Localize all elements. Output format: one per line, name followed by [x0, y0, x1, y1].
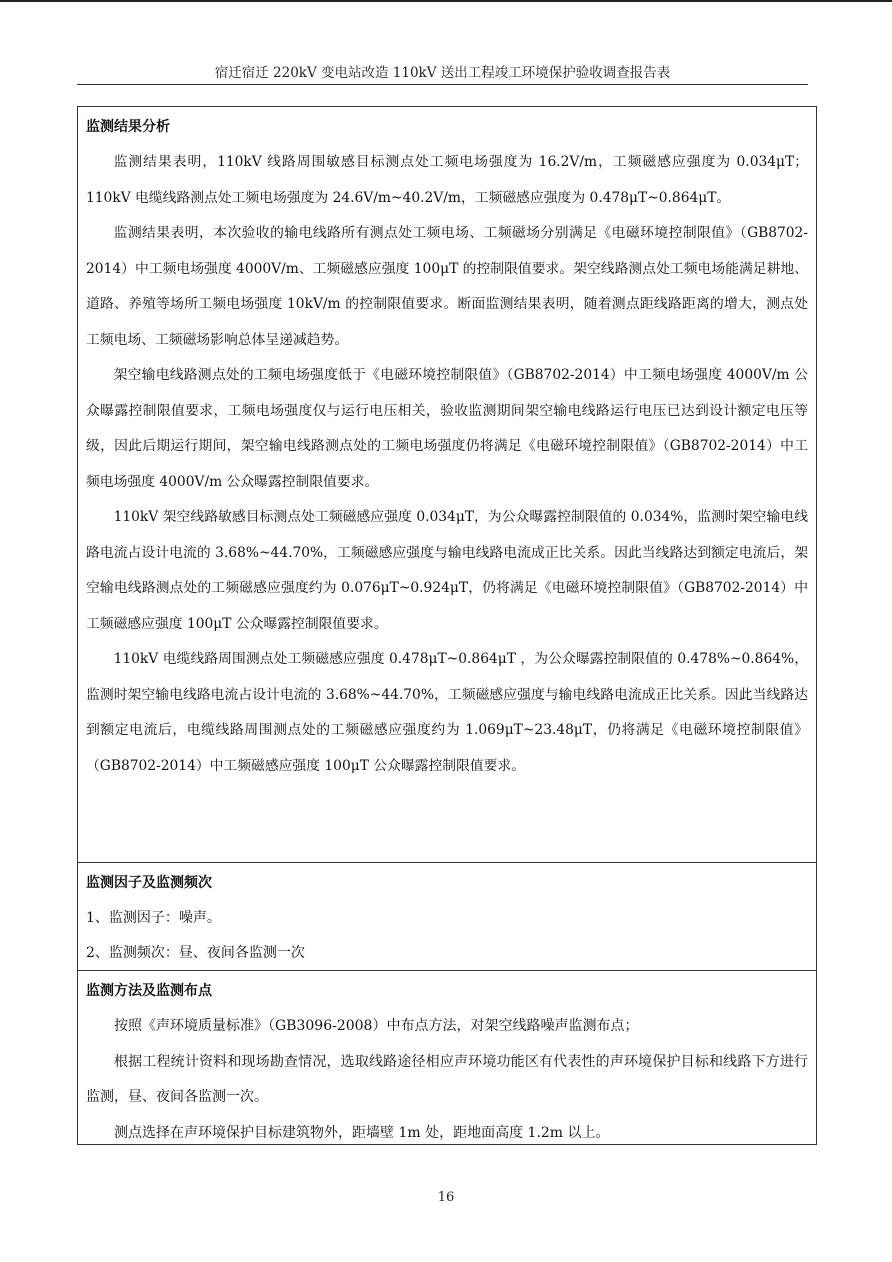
report-table: [77, 106, 817, 1145]
section-monitoring-factors: [78, 862, 816, 970]
paragraph: 根据工程统计资料和现场勘查情况，选取线路途径相应声环境功能区有代表性的声环境保护目标和线路下方进行监测，昼、夜间各监测一次。: [86, 1053, 808, 1105]
list-item: 2、监测频次：昼、夜间各监测一次: [86, 945, 305, 961]
paragraph: 110kV 电缆线路周围测点处工频磁感应强度 0.478μT~0.864μT ，为公众曝露控制限值的 0.478%~0.864%，监测时架空输电线路电流占设计电流的 3.68%~44.70%，工频磁感应强度与输电线路电流成正比关系。因此当线路达到额定电流后，电缆线路周围测点处的工频磁感应强度约为 1.069μT~23.48μT，仍将满足《电磁环境控制限值》（GB8702-2014）中工频磁感应强度 100μT 公众曝露控制限值要求。: [86, 651, 808, 774]
header-rule: [77, 84, 808, 85]
paragraph: 监测结果表明，110kV 线路周围敏感目标测点处工频电场强度为 16.2V/m，工频磁感应强度为 0.034μT；110kV 电缆线路测点处工频电场强度为 24.6V/m~40.2V/m，工频磁感应强度为 0.478μT~0.864μT。: [86, 154, 808, 206]
section-monitoring-method: [78, 970, 816, 1144]
paragraph: 按照《声环境质量标准》（GB3096-2008）中布点方法，对架空线路噪声监测布点；: [114, 1018, 639, 1034]
paragraph: 测点选择在声环境保护目标建筑物外，距墙壁 1m 处，距地面高度 1.2m 以上。: [114, 1124, 610, 1141]
running-header: 宿迁宿迁 220kV 变电站改造 110kV 送出工程竣工环境保护验收调查报告表: [214, 65, 671, 81]
section-monitoring-analysis: [78, 107, 816, 862]
top-border-rule: [0, 0, 892, 2]
paragraph: 110kV 架空线路敏感目标测点处工频磁感应强度 0.034μT，为公众曝露控制限值的 0.034%，监测时架空输电线路电流占设计电流的 3.68%~44.70%，工频磁感应强度与输电线路电流成正比关系。因此当线路达到额定电流后，架空输电线路测点处的工频磁感应强度约为 0.076μT~0.924μT，仍将满足《电磁环境控制限值》（GB8702-2014）中工频磁感应强度 100μT 公众曝露控制限值要求。: [86, 509, 808, 632]
section-title: 监测结果分析: [86, 119, 170, 135]
section-title: 监测因子及监测频次: [86, 875, 212, 891]
paragraph: 架空输电线路测点处的工频电场强度低于《电磁环境控制限值》（GB8702-2014）中工频电场强度 4000V/m 公众曝露控制限值要求，工频电场强度仅与运行电压相关，验收监测期间架空输电线路运行电压已达到设计额定电压等级，因此后期运行期间，架空输电线路测点处的工频电场强度仍将满足《电磁环境控制限值》（GB8702-2014）中工频电场强度 4000V/m 公众曝露控制限值要求。: [86, 367, 808, 490]
list-item: 1、监测因子：噪声。: [86, 910, 221, 926]
page-number: 16: [437, 1190, 455, 1205]
paragraph: 监测结果表明，本次验收的输电线路所有测点处工频电场、工频磁场分别满足《电磁环境控制限值》（GB8702-2014）中工频电场强度 4000V/m、工频磁感应强度 100μT 的控制限值要求。架空线路测点处工频电场能满足耕地、道路、养殖等场所工频电场强度 10kV/m 的控制限值要求。断面监测结果表明，随着测点距线路距离的增大，测点处工频电场、工频磁场影响总体呈递减趋势。: [86, 225, 808, 348]
section-title: 监测方法及监测布点: [86, 983, 212, 999]
